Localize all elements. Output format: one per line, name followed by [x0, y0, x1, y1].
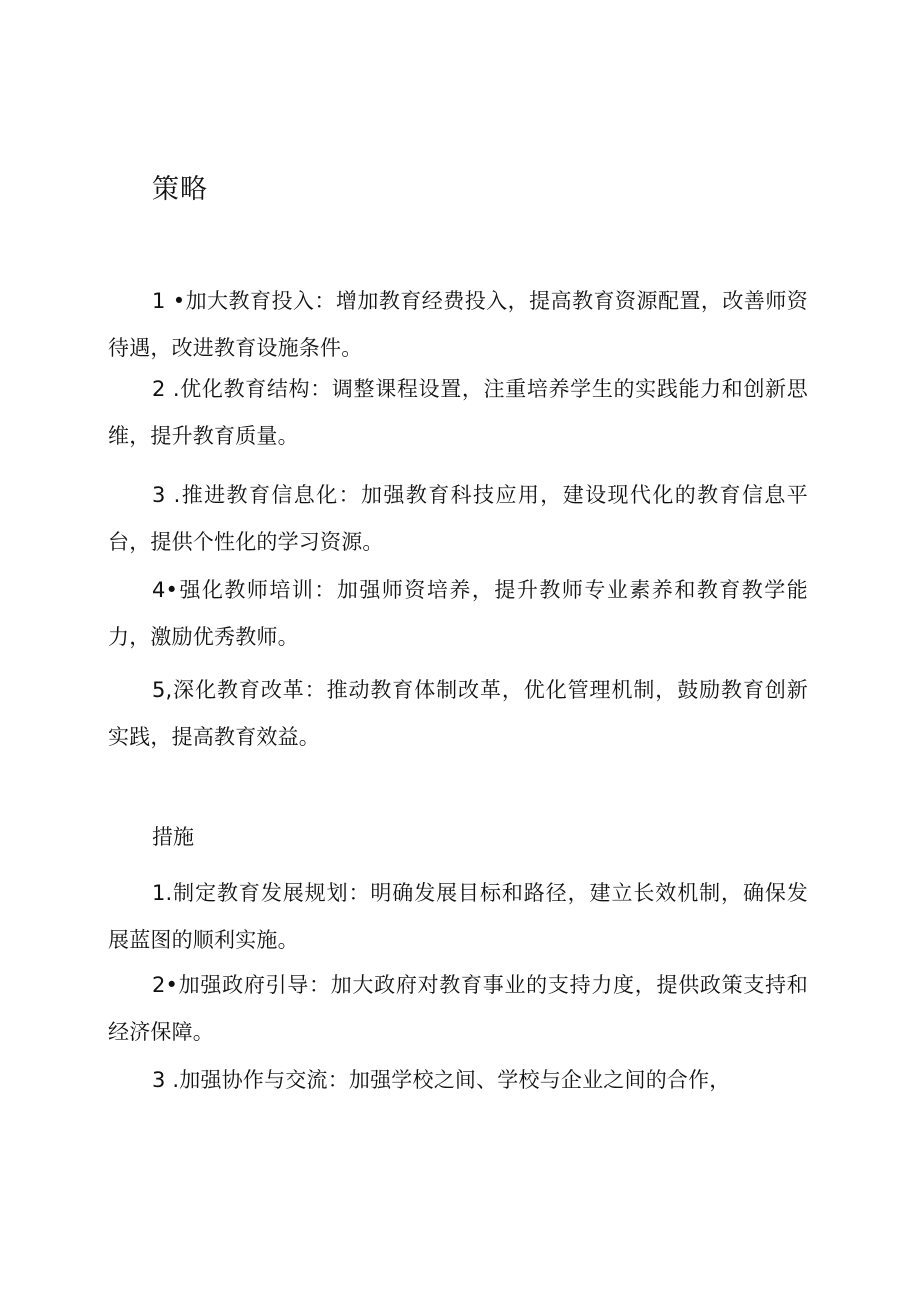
measures-heading: 措施 [152, 825, 194, 849]
strategy-item-4: 4•强化教师培训：加强师资培养，提升教师专业素养和教育教学能力，激励优秀教师。 [108, 578, 808, 649]
strategy-heading: 策略 [152, 174, 208, 205]
strategy-item-3: 3 .推进教育信息化：加强教育科技应用，建设现代化的教育信息平台，提供个性化的学习资源。 [108, 483, 808, 554]
measure-item-3: 3 .加强协作与交流：加强学校之间、学校与企业之间的合作， [152, 1068, 731, 1092]
measure-item-1: 1.制定教育发展规划：明确发展目标和路径，建立长效机制，确保发展蓝图的顺利实施。 [108, 881, 808, 952]
strategy-item-5: 5,深化教育改革：推动教育体制改革，优化管理机制，鼓励教育创新实践，提高教育效益。 [108, 678, 808, 749]
strategy-item-2: 2 .优化教育结构：调整课程设置，注重培养学生的实践能力和创新思维，提升教育质量。 [108, 377, 808, 448]
measure-item-2: 2•加强政府引导：加大政府对教育事业的支持力度，提供政策支持和经济保障。 [108, 973, 808, 1044]
strategy-item-1: 1 •加大教育投入：增加教育经费投入，提高教育资源配置，改善师资待遇，改进教育设施条件。 [108, 289, 808, 360]
